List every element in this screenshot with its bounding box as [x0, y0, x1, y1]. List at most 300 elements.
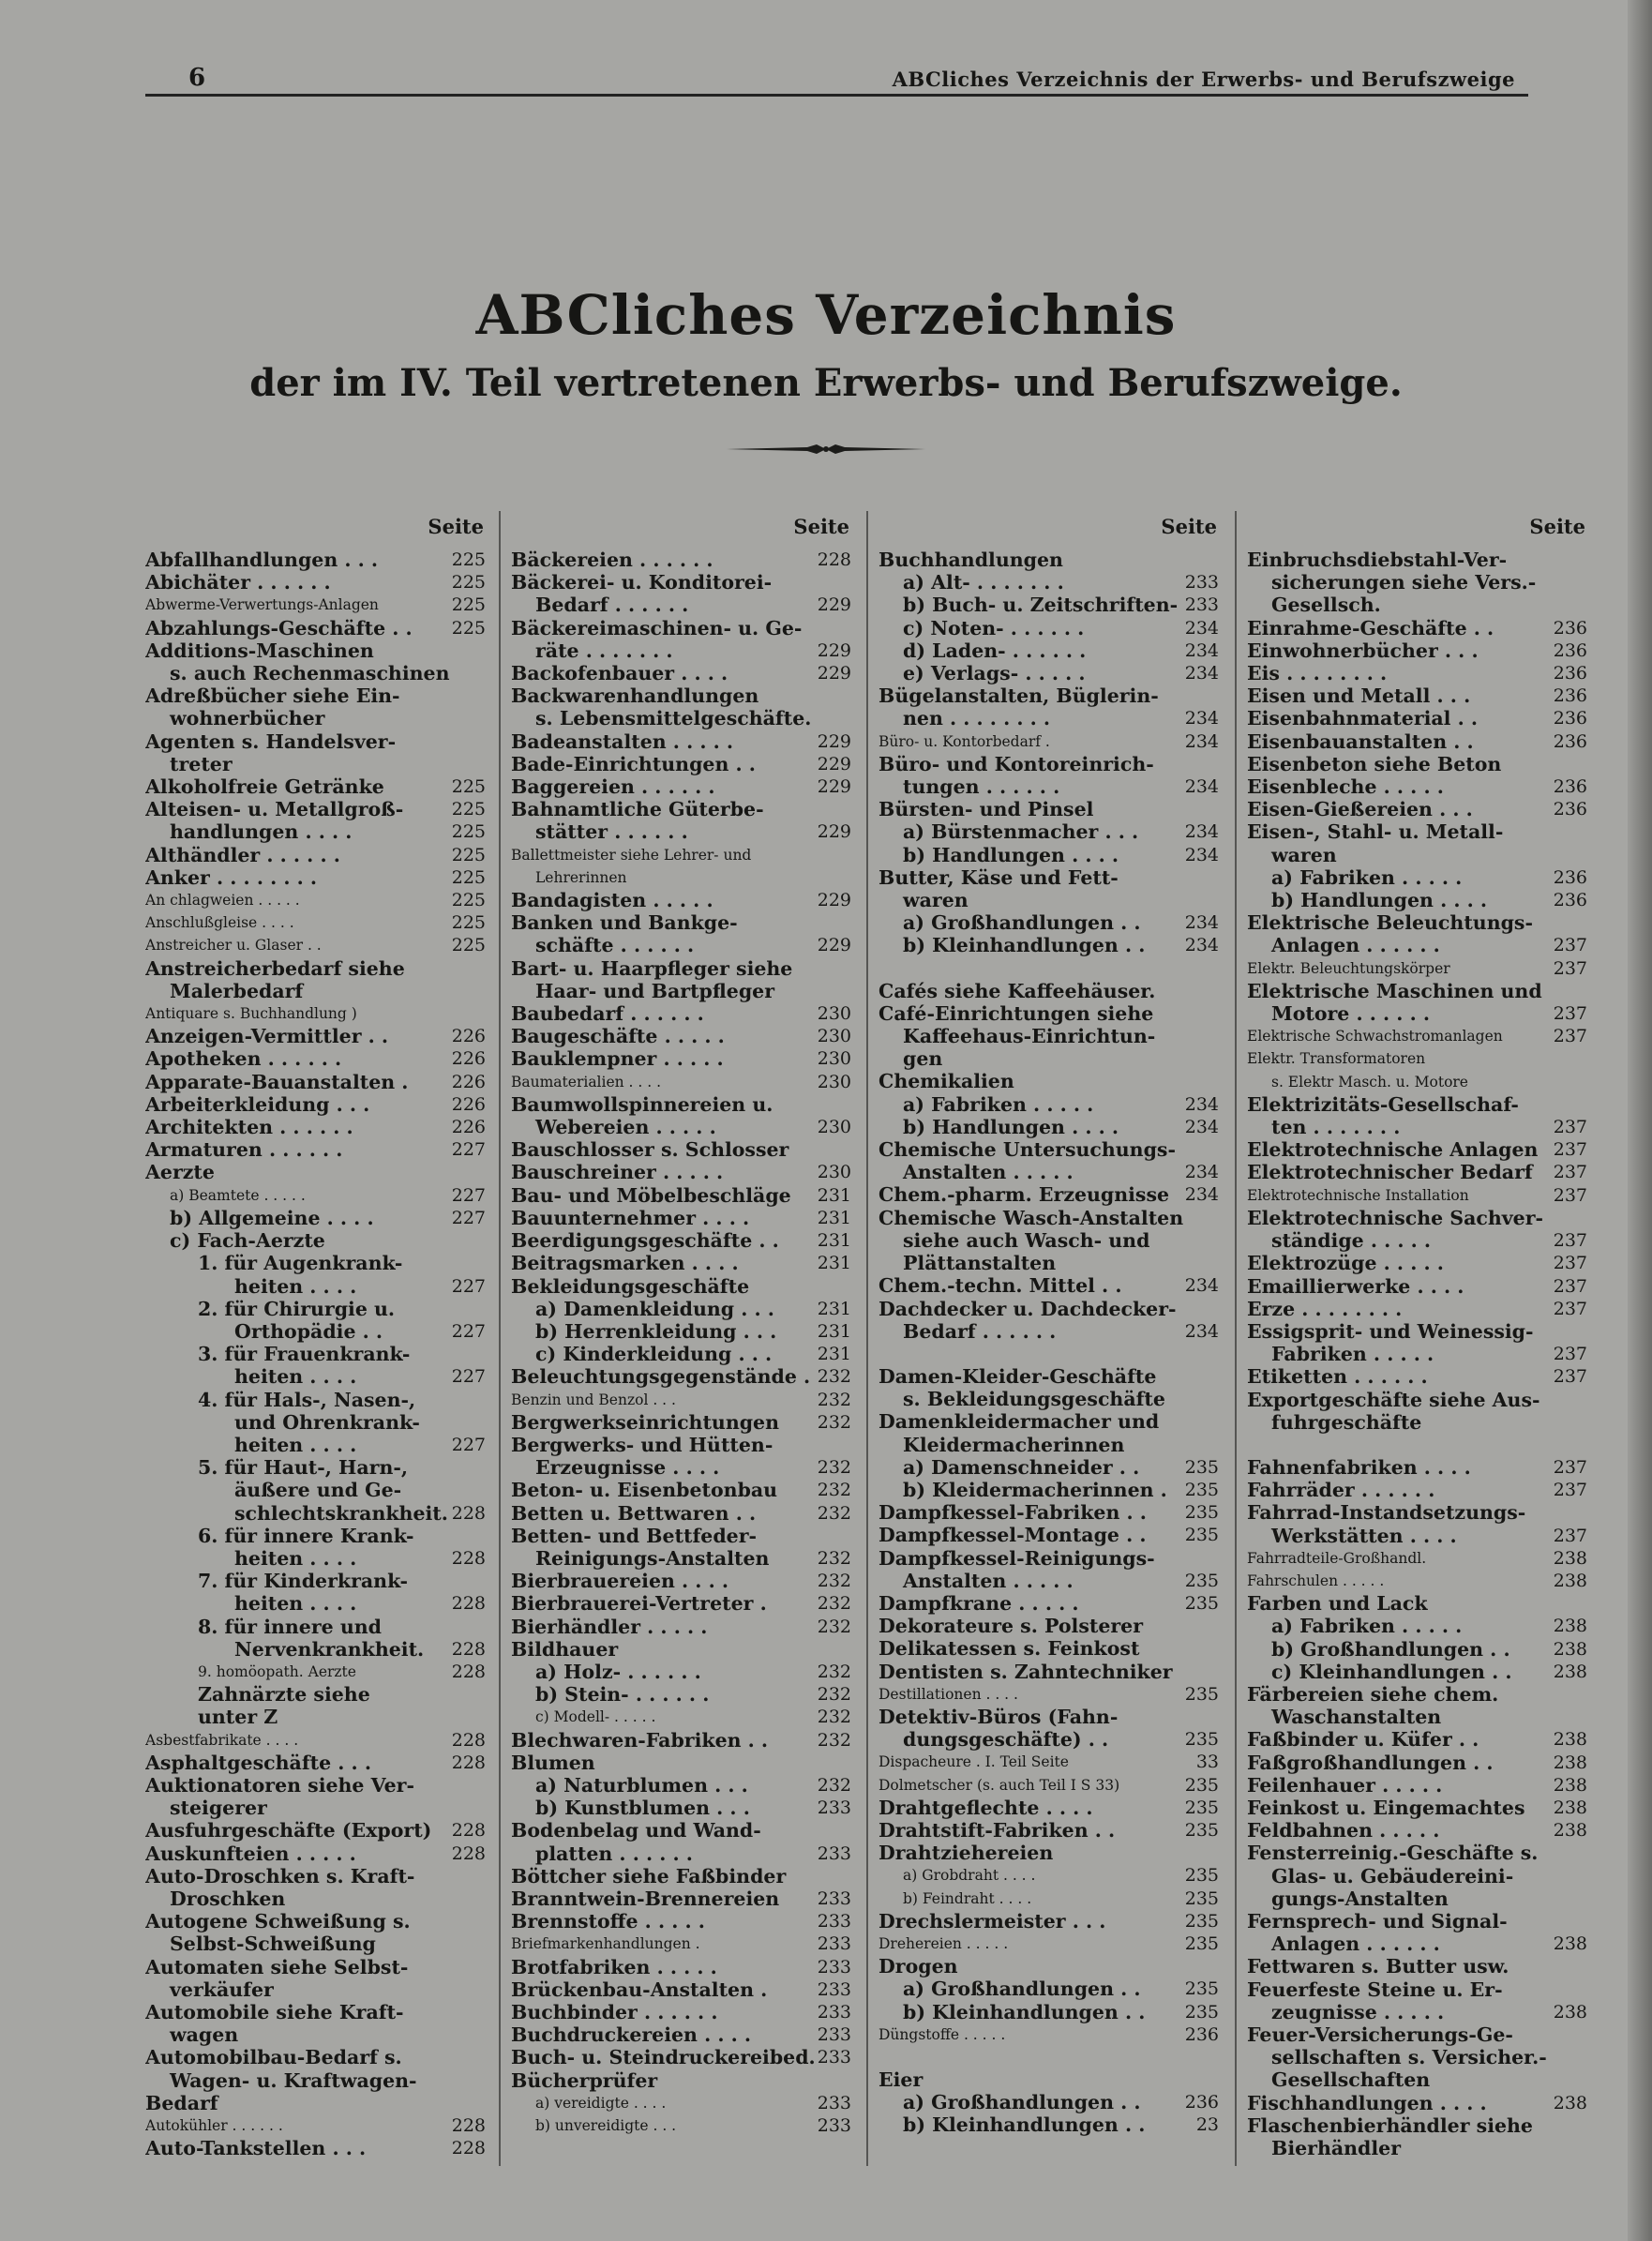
entry-label: Abwerme-Verwertungs-Anlagen: [145, 596, 379, 614]
entry-page-number: 236: [1553, 639, 1587, 661]
index-entry: [1247, 571, 1589, 594]
index-entry: [145, 889, 488, 911]
index-entry: [879, 1751, 1221, 1773]
index-entry: [145, 594, 488, 616]
entry-label: Auktionatoren siehe Ver-: [145, 1773, 414, 1797]
entry-page-number: 234: [1184, 844, 1219, 865]
entry-page-number: 238: [1553, 2001, 1587, 2023]
entry-label: Chem.-techn. Mittel . .: [879, 1274, 1122, 1298]
entry-page-number: 232: [817, 1547, 851, 1569]
entry-label: Briefmarkenhandlungen .: [511, 1935, 700, 1953]
entry-page-number: 235: [1184, 1570, 1219, 1591]
entry-label: Bauklempner . . . . .: [511, 1047, 724, 1071]
entry-page-number: 231: [817, 1184, 851, 1206]
entry-page-number: 237: [1553, 1480, 1587, 1501]
index-entry: [879, 1819, 1221, 1842]
entry-label: Bürsten- und Pinsel: [879, 798, 1094, 821]
index-entry: [879, 1365, 1221, 1388]
index-entry: [1247, 1706, 1589, 1728]
index-entry: [1247, 1229, 1589, 1252]
entry-label: handlungen . . . .: [170, 820, 353, 844]
index-entry: [879, 1116, 1221, 1138]
index-entry: [1247, 1592, 1589, 1615]
index-entry: [511, 1275, 853, 1298]
entry-page-number: 232: [817, 1571, 851, 1592]
index-entry: [879, 1955, 1221, 1978]
index-entry: [145, 1819, 488, 1842]
index-entry: [511, 1661, 853, 1683]
entry-label: Architekten . . . . . .: [145, 1116, 353, 1139]
entry-label: Flaschenbierhändler siehe: [1247, 2113, 1533, 2137]
entry-label: Bedarf: [145, 2091, 218, 2114]
index-entry: [879, 1161, 1221, 1183]
index-entry: [511, 2092, 853, 2114]
entry-page-number: 234: [1184, 617, 1219, 639]
entry-page-number: 233: [817, 1978, 851, 2000]
index-entry: [511, 1978, 853, 2001]
entry-page-number: 228: [451, 1842, 486, 1864]
entry-label: Bau- und Möbelbeschläge: [511, 1183, 791, 1207]
index-entry: [511, 2023, 853, 2046]
entry-label: Einrahme-Geschäfte . .: [1247, 616, 1494, 639]
index-entry: [511, 1865, 853, 1888]
entry-label: Fahrschulen . . . . .: [1247, 1572, 1385, 1589]
index-entry: [145, 2092, 488, 2114]
entry-label: Fettwaren s. Butter usw.: [1247, 1955, 1509, 1978]
entry-label: b) Kunstblumen . . .: [535, 1797, 750, 1820]
index-entry: [145, 1502, 488, 1525]
entry-label: 2. für Chirurgie u.: [198, 1297, 396, 1320]
index-entry: [145, 1184, 488, 1207]
entry-page-number: 226: [451, 1071, 486, 1092]
entry-page-number: 232: [817, 1661, 851, 1682]
entry-label: Droschken: [170, 1887, 286, 1910]
entry-label: Waschanstalten: [1271, 1706, 1442, 1729]
entry-label: Fahrrad-Instandsetzungs-: [1247, 1501, 1526, 1525]
index-entry: [879, 1479, 1221, 1501]
index-entry: [1247, 775, 1589, 798]
index-entry: [879, 820, 1221, 843]
entry-label: Althändler . . . . . .: [145, 843, 340, 866]
index-entry: [1247, 844, 1589, 866]
entry-label: Asphaltgeschäfte . . .: [145, 1751, 371, 1774]
entry-page-number: 236: [1553, 685, 1587, 707]
index-entry: [145, 1525, 488, 1547]
index-entry: [511, 1752, 853, 1774]
entry-label: 5. für Haut-, Harn-,: [198, 1456, 409, 1480]
entry-page-number: 233: [817, 1797, 851, 1819]
entry-label: Brückenbau-Anstalten .: [511, 1978, 768, 2001]
running-title: ABCliches Verzeichnis der Erwerbs- und Berufszweige: [892, 68, 1515, 91]
entry-label: Einwohnerbücher . . .: [1247, 639, 1479, 662]
entry-label: Fahnenfabriken . . . .: [1247, 1455, 1471, 1479]
index-entry: [511, 1138, 853, 1161]
index-entry: [879, 1410, 1221, 1433]
entry-label: Erze . . . . . . . .: [1247, 1297, 1403, 1320]
index-entry: [1247, 1842, 1589, 1864]
entry-label: treter: [170, 752, 233, 775]
entry-page-number: 227: [451, 1139, 486, 1161]
entry-page-number: 225: [451, 594, 486, 616]
index-entry: [145, 1161, 488, 1183]
entry-label: Elektrizitäts-Gesellschaf-: [1247, 1092, 1519, 1116]
entry-page-number: 234: [1184, 1093, 1219, 1115]
entry-label: Automaten siehe Selbst-: [145, 1955, 409, 1978]
entry-label: Destillationen . . . .: [879, 1685, 1018, 1703]
index-entry: [511, 1229, 853, 1252]
entry-page-number: 233: [817, 2047, 851, 2068]
index-entry: [1247, 2092, 1589, 2114]
index-entry: [511, 617, 853, 639]
entry-label: Nervenkrankheit.: [234, 1637, 425, 1661]
entry-page-number: 238: [1553, 1638, 1587, 1660]
index-entry: [511, 934, 853, 956]
entry-label: Asbestfabrikate . . . .: [145, 1731, 299, 1749]
entry-label: Autokühler . . . . . .: [145, 2117, 283, 2135]
index-entry: [511, 1910, 853, 1933]
index-entry: [879, 1910, 1221, 1933]
entry-label: b) Kleinhandlungen . .: [903, 2113, 1146, 2137]
index-entry: [511, 753, 853, 775]
index-entry: [145, 684, 488, 707]
ornament-divider: [727, 441, 925, 458]
column-divider: [866, 511, 868, 2166]
index-entry: [145, 798, 488, 820]
index-entry: [1247, 1071, 1589, 1093]
entry-page-number: 225: [451, 844, 486, 865]
index-entry: [1247, 1615, 1589, 1637]
entry-page-number: 235: [1184, 1888, 1219, 1909]
entry-label: Damen-Kleider-Geschäfte: [879, 1364, 1157, 1388]
entry-label: b) Großhandlungen . .: [1271, 1637, 1510, 1661]
index-entry: [879, 1274, 1221, 1297]
index-entry: [145, 1638, 488, 1661]
entry-label: Antiquare s. Buchhandlung ): [145, 1005, 357, 1023]
index-entry: [879, 571, 1221, 594]
entry-label: Exportgeschäfte siehe Aus-: [1247, 1388, 1540, 1411]
index-entry: [145, 1842, 488, 1865]
entry-page-number: 234: [1184, 776, 1219, 798]
index-entry: [879, 1524, 1221, 1546]
entry-label: Badeanstalten . . . . .: [511, 729, 734, 753]
index-entry: [145, 1434, 488, 1456]
index-entry: [1247, 1411, 1589, 1434]
entry-label: unter Z: [198, 1706, 278, 1729]
index-entry: [511, 1774, 853, 1797]
index-entry: [145, 1978, 488, 2001]
index-entry: [879, 1842, 1221, 1864]
entry-label: Emaillierwerke . . . .: [1247, 1274, 1464, 1298]
entry-label: Buchbinder . . . . . .: [511, 2001, 718, 2023]
entry-page-number: 237: [1553, 1253, 1587, 1274]
index-entry: [145, 2046, 488, 2068]
entry-page-number: 230: [817, 1117, 851, 1138]
entry-label: Detektiv-Büros (Fahn-: [879, 1705, 1119, 1728]
index-entry: [879, 1592, 1221, 1615]
entry-label: Beerdigungsgeschäfte . .: [511, 1229, 779, 1253]
index-entry: [1247, 1320, 1589, 1343]
entry-label: Webereien . . . . .: [535, 1116, 716, 1139]
entry-label: Betten u. Bettwaren . .: [511, 1501, 757, 1525]
entry-label: Eisen-Gießereien . . .: [1247, 798, 1473, 821]
index-entry: [1247, 1683, 1589, 1706]
entry-page-number: 235: [1184, 1774, 1219, 1796]
entry-label: 7. für Kinderkrank-: [198, 1570, 408, 1593]
entry-label: s. Bekleidungsgeschäfte: [903, 1388, 1165, 1411]
entry-label: Alteisen- u. Metallgroß-: [145, 798, 404, 821]
entry-label: b) Allgemeine . . . .: [170, 1206, 374, 1229]
entry-label: Bandagisten . . . . .: [511, 889, 713, 912]
entry-page-number: 236: [1553, 708, 1587, 729]
index-entry: [879, 1002, 1221, 1025]
index-entry: [879, 1388, 1221, 1410]
entry-label: Baggereien . . . . . .: [511, 775, 715, 799]
entry-page-number: 229: [817, 935, 851, 956]
entry-label: Brotfabriken . . . . .: [511, 1955, 717, 1978]
entry-page-number: 235: [1184, 1683, 1219, 1705]
entry-page-number: 228: [451, 1547, 486, 1569]
entry-label: Automobilbau-Bedarf s.: [145, 2046, 402, 2069]
index-entry: [145, 1298, 488, 1320]
entry-label: Autogene Schweißung s.: [145, 1910, 411, 1933]
entry-label: Baubedarf . . . . . .: [511, 1002, 704, 1026]
index-entry: [145, 1797, 488, 1819]
entry-page-number: 234: [1184, 1275, 1219, 1297]
index-entry: [145, 820, 488, 843]
index-entry: [511, 571, 853, 594]
entry-label: waren: [1271, 843, 1337, 866]
index-entry: [511, 1502, 853, 1525]
index-entry: [879, 1706, 1221, 1728]
index-entry: [1247, 707, 1589, 729]
entry-page-number: 225: [451, 890, 486, 911]
entry-label: Auto-Tankstellen . . .: [145, 2137, 367, 2160]
index-entry: [511, 1479, 853, 1501]
entry-page-number: 232: [817, 1480, 851, 1501]
index-entry: [511, 549, 853, 571]
entry-label: Kaffeehaus-Einrichtun-: [903, 1025, 1156, 1048]
index-entry: [145, 1752, 488, 1774]
entry-label: Gesellsch.: [1271, 594, 1381, 617]
index-entry: [145, 639, 488, 662]
index-entry: [511, 1002, 853, 1025]
entry-label: Alkoholfreie Getränke: [145, 775, 384, 799]
entry-label: Drehereien . . . . .: [879, 1934, 1009, 1952]
index-column-1: [145, 511, 488, 2159]
entry-page-number: 230: [817, 1162, 851, 1183]
entry-page-number: 237: [1553, 1366, 1587, 1388]
entry-label: Apparate-Bauanstalten .: [145, 1070, 409, 1093]
index-entry: [1247, 1025, 1589, 1047]
index-entry: [145, 844, 488, 866]
entry-label: Drogen: [879, 1955, 958, 1978]
index-entry: [145, 1910, 488, 1933]
index-entry: [1247, 980, 1589, 1002]
entry-label: Malerbedarf: [170, 979, 304, 1002]
entry-page-number: 227: [451, 1184, 486, 1206]
index-entry: [1247, 1138, 1589, 1161]
entry-label: Bahnamtliche Güterbe-: [511, 798, 764, 821]
entry-label: Anstalten . . . . .: [903, 1569, 1074, 1592]
entry-label: Anstalten . . . . .: [903, 1161, 1074, 1184]
entry-label: Bauschlosser s. Schlosser: [511, 1138, 789, 1162]
index-entry: [879, 1207, 1221, 1229]
index-entry: [511, 1616, 853, 1638]
entry-page-number: 235: [1184, 1910, 1219, 1932]
index-entry: [1247, 1547, 1589, 1570]
entry-label: Faßbinder u. Küfer . .: [1247, 1728, 1479, 1752]
entry-page-number: 227: [451, 1366, 486, 1388]
entry-label: schlechtskrankheit.: [234, 1501, 448, 1525]
index-entry: [1247, 1184, 1589, 1207]
entry-page-number: 227: [451, 1320, 486, 1342]
entry-label: a) Damenkleidung . . .: [535, 1297, 774, 1320]
index-entry: [511, 662, 853, 684]
index-entry: [1247, 753, 1589, 775]
index-entry: [879, 1047, 1221, 1070]
index-entry: [879, 617, 1221, 639]
index-entry: [145, 2069, 488, 2092]
index-entry: [511, 2114, 853, 2137]
entry-label: Butter, Käse und Fett-: [879, 865, 1119, 889]
entry-page-number: 235: [1184, 1933, 1219, 1954]
entry-page-number: 227: [451, 1207, 486, 1228]
entry-page-number: 235: [1184, 1865, 1219, 1887]
entry-label: Elektrotechnischer Bedarf: [1247, 1161, 1533, 1184]
index-entry: [1247, 820, 1589, 843]
index-column-2: [511, 511, 853, 2137]
entry-label: Bäckereimaschinen- u. Ge-: [511, 616, 803, 639]
index-entry: [511, 1389, 853, 1411]
entry-label: verkäufer: [170, 1978, 274, 2001]
entry-page-number: 238: [1553, 1547, 1587, 1569]
entry-label: c) Kleinhandlungen . .: [1271, 1660, 1512, 1683]
index-entry: [145, 2114, 488, 2137]
entry-label: Glas- u. Gebäudereini-: [1271, 1864, 1514, 1888]
index-entry: [879, 934, 1221, 956]
entry-label: Auskunfteien . . . . .: [145, 1842, 356, 1865]
entry-label: Eisen-, Stahl- u. Metall-: [1247, 820, 1504, 844]
index-entry: [879, 1933, 1221, 1955]
index-entry: [1247, 798, 1589, 820]
index-entry: [511, 1093, 853, 1116]
index-entry: [145, 753, 488, 775]
entry-label: Anstreicher u. Glaser . .: [145, 937, 322, 955]
entry-label: b) Stein- . . . . . .: [535, 1683, 710, 1707]
entry-label: Baugeschäfte . . . . .: [511, 1025, 725, 1048]
entry-page-number: 229: [817, 821, 851, 843]
entry-page-number: 237: [1553, 1456, 1587, 1478]
index-entry: [145, 549, 488, 571]
entry-label: a) Großhandlungen . .: [903, 2091, 1141, 2114]
entry-page-number: 229: [817, 753, 851, 775]
entry-label: Adreßbücher siehe Ein-: [145, 684, 400, 708]
entry-label: 4. für Hals-, Nasen-,: [198, 1388, 416, 1411]
entry-page-number: 233: [817, 1933, 851, 1955]
entry-page-number: 231: [817, 1298, 851, 1319]
entry-page-number: 232: [817, 1366, 851, 1388]
index-entry: [145, 1956, 488, 1978]
entry-label: b) unvereidigte . . .: [535, 2117, 677, 2135]
entry-label: Elektrische Maschinen und: [1247, 979, 1542, 1002]
index-entry: [879, 1093, 1221, 1116]
entry-page-number: 237: [1553, 1230, 1587, 1252]
entry-label: Dampfkrane . . . . .: [879, 1591, 1079, 1615]
index-entry: [511, 1797, 853, 1819]
entry-page-number: 228: [451, 1729, 486, 1751]
entry-label: sicherungen siehe Vers.-: [1271, 571, 1537, 594]
entry-page-number: 232: [817, 1684, 851, 1706]
index-entry: [879, 1888, 1221, 1910]
index-entry: [145, 662, 488, 684]
index-entry: [1247, 662, 1589, 684]
index-entry: [1247, 2068, 1589, 2091]
entry-page-number: 236: [1553, 663, 1587, 684]
entry-page-number: 234: [1184, 912, 1219, 934]
index-entry: [145, 1683, 488, 1706]
index-entry: [879, 1615, 1221, 1637]
index-entry: [1247, 1774, 1589, 1797]
index-entry: [511, 798, 853, 820]
entry-label: a) Fabriken . . . . .: [903, 1092, 1094, 1116]
entry-page-number: 225: [451, 799, 486, 820]
entry-label: steigerer: [170, 1797, 267, 1820]
entry-page-number: 229: [817, 594, 851, 616]
entry-page-number: 232: [817, 1774, 851, 1796]
running-head: [145, 62, 1528, 97]
index-entry: [145, 1275, 488, 1298]
entry-label: Buchhandlungen: [879, 549, 1063, 571]
index-entry: [879, 1501, 1221, 1524]
entry-label: Bodenbelag und Wand-: [511, 1819, 761, 1842]
entry-label: s. Lebensmittelgeschäfte.: [535, 707, 812, 730]
entry-page-number: 238: [1553, 1797, 1587, 1818]
entry-label: Eisenbleche . . . . .: [1247, 775, 1444, 799]
index-entry: [879, 1547, 1221, 1570]
entry-label: Bierhändler: [1271, 2137, 1402, 2160]
entry-page-number: 237: [1553, 1275, 1587, 1297]
entry-page-number: 235: [1184, 1819, 1219, 1841]
entry-label: a) Grobdraht . . . .: [903, 1867, 1036, 1885]
entry-page-number: 23: [1195, 2114, 1219, 2136]
entry-label: Büro- und Kontoreinrich-: [879, 752, 1154, 775]
index-entry: [511, 730, 853, 753]
entry-page-number: 236: [1184, 2023, 1219, 2045]
entry-page-number: 228: [451, 1752, 486, 1773]
index-entry: [145, 2137, 488, 2159]
entry-page-number: 229: [817, 663, 851, 684]
index-entry: [1247, 1047, 1589, 1070]
entry-label: a) vereidigte . . . .: [535, 2094, 667, 2112]
entry-label: Cafés siehe Kaffeehäuser.: [879, 979, 1156, 1002]
entry-label: räte . . . . . . .: [535, 639, 673, 662]
entry-page-number: 227: [451, 1434, 486, 1455]
entry-label: Beleuchtungsgegenstände .: [511, 1365, 811, 1389]
entry-label: a) Beamtete . . . . .: [170, 1186, 306, 1204]
seite-heading: Seite: [428, 515, 484, 538]
entry-label: Buch- u. Steindruckereibed.: [511, 2046, 816, 2069]
entry-label: Plättanstalten: [903, 1252, 1057, 1275]
entry-label: stätter . . . . . .: [535, 820, 688, 844]
entry-label: d) Laden- . . . . . .: [903, 639, 1087, 662]
index-entry: [511, 911, 853, 934]
entry-label: Bücherprüfer: [511, 2068, 658, 2092]
index-entry: [879, 1025, 1221, 1047]
entry-label: Fahrräder . . . . . .: [1247, 1479, 1435, 1502]
index-entry: [511, 1456, 853, 1479]
entry-page-number: 236: [1553, 866, 1587, 888]
entry-label: a) Damenschneider . .: [903, 1455, 1140, 1479]
